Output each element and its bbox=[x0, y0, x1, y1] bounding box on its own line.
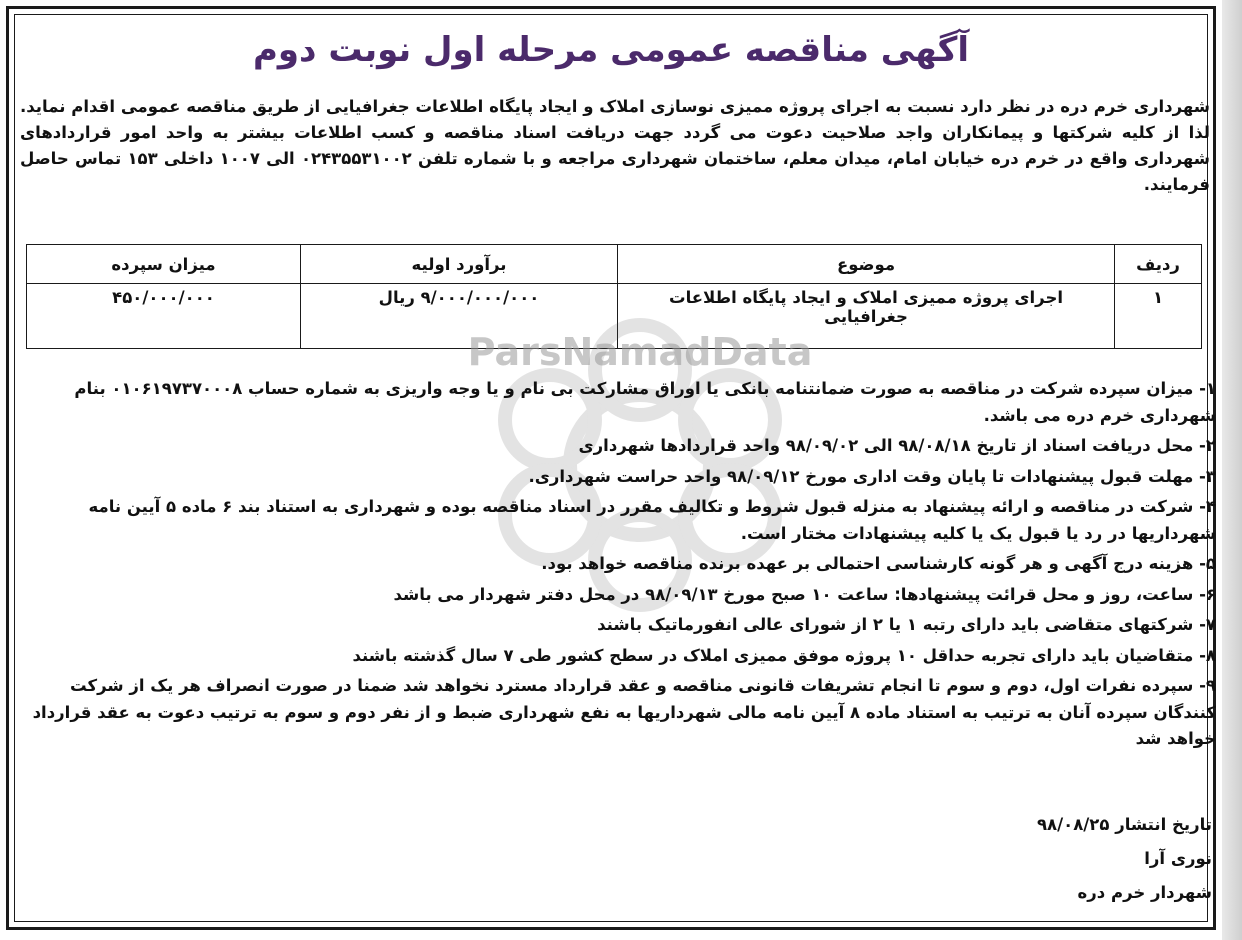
conditions-list bbox=[20, 376, 1216, 757]
list-item: ۵- هزینه درج آگهی و هر گونه کارشناسی احتمالی بر عهده برنده مناقصه خواهد بود. bbox=[541, 554, 1216, 573]
header-deposit: میزان سپرده bbox=[27, 245, 301, 284]
header-row-number: ردیف bbox=[1115, 245, 1202, 284]
list-item: ۱- میزان سپرده شرکت در مناقصه به صورت ضمانتنامه بانکی یا اوراق مشارکت بی نام و یا وجه واریزی به شماره حساب ۰۱۰۶۱۹۷۳۷۰۰۰۸ بنام شهرداری خرم دره می باشد. bbox=[74, 379, 1216, 425]
list-item: ۷- شرکتهای متقاضی باید دارای رتبه ۱ یا ۲ از شورای عالی انفورماتیک باشند bbox=[597, 615, 1216, 634]
cell-subject: اجرای پروژه ممیزی املاک و ایجاد پایگاه اطلاعات جغرافیایی bbox=[618, 284, 1115, 349]
cell-estimate: ۹/۰۰۰/۰۰۰/۰۰۰ ریال bbox=[301, 284, 618, 349]
header-subject: موضوع bbox=[618, 245, 1115, 284]
signature-block bbox=[712, 808, 1212, 910]
list-item: ۸- متقاضیان باید دارای تجربه حداقل ۱۰ پروژه موفق ممیزی املاک در سطح کشور طی ۷ سال گذشته باشند bbox=[352, 645, 1216, 665]
cell-row-number: ۱ bbox=[1115, 284, 1202, 349]
list-item: ۲- محل دریافت اسناد از تاریخ ۹۸/۰۸/۱۸ الی ۹۸/۰۹/۰۲ واحد قراردادها شهرداری bbox=[578, 436, 1216, 455]
page-edge-shadow bbox=[1222, 0, 1242, 940]
title-container bbox=[0, 30, 1222, 70]
announcement-title: آگهی مناقصه عمومی مرحله اول نوبت دوم bbox=[253, 30, 969, 70]
tender-table bbox=[26, 244, 1202, 349]
list-item: ۳- مهلت قبول پیشنهادات تا پایان وقت اداری مورخ ۹۸/۰۹/۱۲ واحد حراست شهرداری. bbox=[528, 466, 1216, 486]
table-header-row bbox=[27, 245, 1202, 284]
list-item: ۴- شرکت در مناقصه و ارائه پیشنهاد به منزله قبول شروط و تکالیف مقرر در اسناد مناقصه بوده و شهرداری به استناد بند ۶ ماده ۵ آیین نامه شهرداریها در رد یا قبول یک یا کلیه پیشنهادات مختار است. bbox=[88, 497, 1216, 543]
signer-position: شهردار خرم دره bbox=[1077, 883, 1212, 902]
cell-deposit: ۴۵۰/۰۰۰/۰۰۰ bbox=[27, 284, 301, 349]
publish-date: تاریخ انتشار ۹۸/۰۸/۲۵ bbox=[1036, 815, 1212, 834]
list-item: ۹- سپرده نفرات اول، دوم و سوم تا انجام تشریفات قانونی مناقصه و عقد قرارداد مسترد نخواهد شد ضمنا در صورت انصراف هر یک از شرکت کنندگان سپرده آنان به ترتیب به استناد ماده ۸ آیین نامه مالی شهرداریها به نفع شهرداری ضبط و از نفر دوم و سوم به ترتیب دعوت به عقد قرارداد خواهد شد bbox=[32, 676, 1216, 748]
intro-paragraph: شهرداری خرم دره در نظر دارد نسبت به اجرای پروژه ممیزی نوسازی املاک و ایجاد پایگاه اطلاعات جغرافیایی از طریق مناقصه عمومی اقدام نماید. لذا از کلیه شرکتها و پیمانکاران واجد صلاحیت دعوت می گردد جهت دریافت اسناد مناقصه و کسب اطلاعات بیشتر به واحد امور قراردادهای شهرداری واقع در خرم دره خیابان امام، میدان معلم، ساختمان شهرداری مراجعه و با شماره تلفن ۰۲۴۳۵۵۳۱۰۰۲ الی ۱۰۰۷ داخلی ۱۵۳ تماس حاصل فرمایند. bbox=[20, 97, 1210, 194]
signer-name: نوری آرا bbox=[1144, 849, 1212, 868]
watermark-text: ParsNamadData bbox=[467, 330, 813, 374]
header-estimate: برآورد اولیه bbox=[301, 245, 618, 284]
list-item: ۶- ساعت، روز و محل قرائت پیشنهادها: ساعت ۱۰ صبح مورخ ۹۸/۰۹/۱۳ در محل دفتر شهردار می باشد bbox=[393, 584, 1216, 604]
table-row bbox=[27, 284, 1202, 349]
